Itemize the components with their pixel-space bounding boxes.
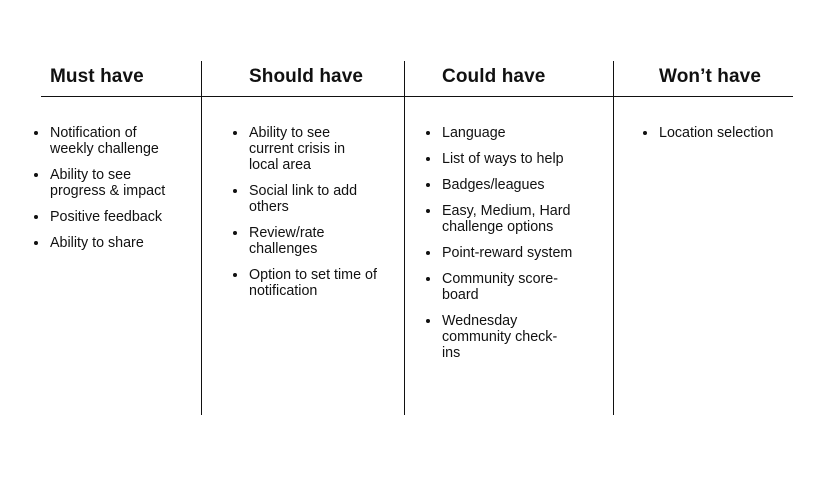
item-list <box>233 125 378 309</box>
column-title: Won’t have <box>659 66 761 87</box>
list-item: Social link to add others <box>233 183 378 215</box>
list-item: Badges/leagues <box>426 177 573 193</box>
item-list <box>643 125 813 151</box>
list-item: Positive feedback <box>34 209 184 225</box>
list-item: Option to set time of notification <box>233 267 378 299</box>
list-item: Community score-board <box>426 271 573 303</box>
list-item: Location selection <box>643 125 813 141</box>
list-item: Language <box>426 125 573 141</box>
list-item: Review/rate challenges <box>233 225 378 257</box>
list-item: Ability to see progress & impact <box>34 167 184 199</box>
column-divider <box>404 61 405 415</box>
column-title: Must have <box>50 66 144 87</box>
list-item: Easy, Medium, Hard challenge options <box>426 203 573 235</box>
list-item: Point-reward system <box>426 245 573 261</box>
column-title: Could have <box>442 66 546 87</box>
list-item: Ability to see current crisis in local area <box>233 125 378 173</box>
list-item: Ability to share <box>34 235 184 251</box>
list-item: Wednesday community check-ins <box>426 313 573 361</box>
list-item: Notification of weekly challenge <box>34 125 184 157</box>
item-list <box>34 125 184 261</box>
column-divider <box>613 61 614 415</box>
header-divider <box>41 96 793 97</box>
item-list <box>426 125 573 371</box>
column-title: Should have <box>249 66 364 87</box>
column-divider <box>201 61 202 415</box>
list-item: List of ways to help <box>426 151 573 167</box>
